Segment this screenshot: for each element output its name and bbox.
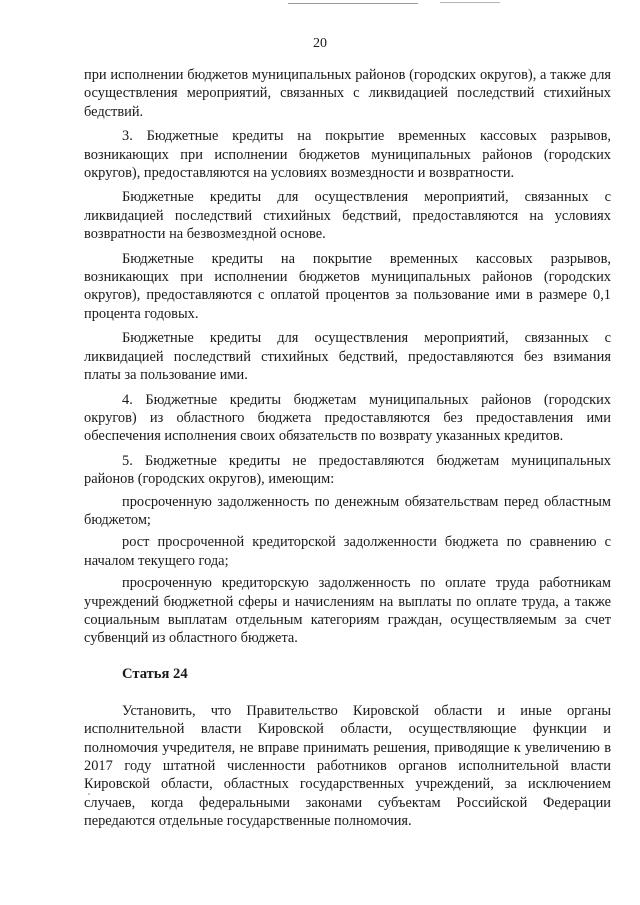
- list-item-wage-arrears: просроченную кредиторскую задолженность по оплате труда работникам учреждений бюджетной сферы и начислениям на выплаты по оплате труда, а также социальным выплатам отдельным категориям граждан, осуществляемым за счет субвенций из областного бюджета.: [84, 575, 611, 647]
- list-item-payables-growth: рост просроченной кредиторской задолженности бюджета по сравнению с началом текущего года;: [84, 534, 611, 569]
- scan-edge-line-short: [440, 2, 500, 3]
- paragraph-no-fee: Бюджетные кредиты для осуществления мероприятий, связанных с ликвидацией последствий стихийных бедствий, предоставляются без взимания платы за пользование ими.: [84, 330, 611, 384]
- scan-speck: [88, 793, 90, 795]
- page-number: 20: [313, 36, 327, 51]
- paragraph-clause-4: 4. Бюджетные кредиты бюджетам муниципальных районов (городских округов) из областного бюджета предоставляются без предоставления ими обеспечения исполнения своих обязательств по возврату указанных кредитов.: [84, 391, 611, 445]
- article-heading: Статья 24: [122, 665, 188, 682]
- paragraph-clause-5: 5. Бюджетные кредиты не предоставляются бюджетам муниципальных районов (городских округов), имеющим:: [84, 452, 611, 488]
- document-body: [84, 66, 611, 831]
- paragraph-clause-3: 3. Бюджетные кредиты на покрытие временных кассовых разрывов, возникающих при исполнении бюджетов муниципальных районов (городских округов), предоставляются на условиях возмездности и возвратности.: [84, 128, 611, 182]
- paragraph-disaster-credits-terms: Бюджетные кредиты для осуществления мероприятий, связанных с ликвидацией последствий стихийных бедствий, предоставляются на условиях возвратности на безвозмездной основе.: [84, 189, 611, 243]
- paragraph-continuation: при исполнении бюджетов муниципальных районов (городских округов), а также для осуществления мероприятий, связанных с ликвидацией последствий стихийных бедствий.: [84, 67, 611, 120]
- article-24-text: Установить, что Правительство Кировской области и иные органы исполнительной власти Кировской области, осуществляющие функции и полномочия учредителя, не вправе принимать решения, приводящие к увеличению в 2017 году штатной численности работников органов исполнительной власти Кировской области, областных государственных учреждений, за исключением случаев, когда федеральными законами субъектам Российской Федерации передаются отдельные государственные полномочия.: [84, 702, 611, 830]
- list-item-overdue-debt: просроченную задолженность по денежным обязательствам перед областным бюджетом;: [84, 493, 611, 528]
- scan-edge-line: [288, 3, 418, 4]
- paragraph-interest-rate: Бюджетные кредиты на покрытие временных кассовых разрывов, возникающих при исполнении бюджетов муниципальных районов (городских округов), предоставляются с оплатой процентов за пользование ими в размере 0,1 процента годовых.: [84, 250, 611, 322]
